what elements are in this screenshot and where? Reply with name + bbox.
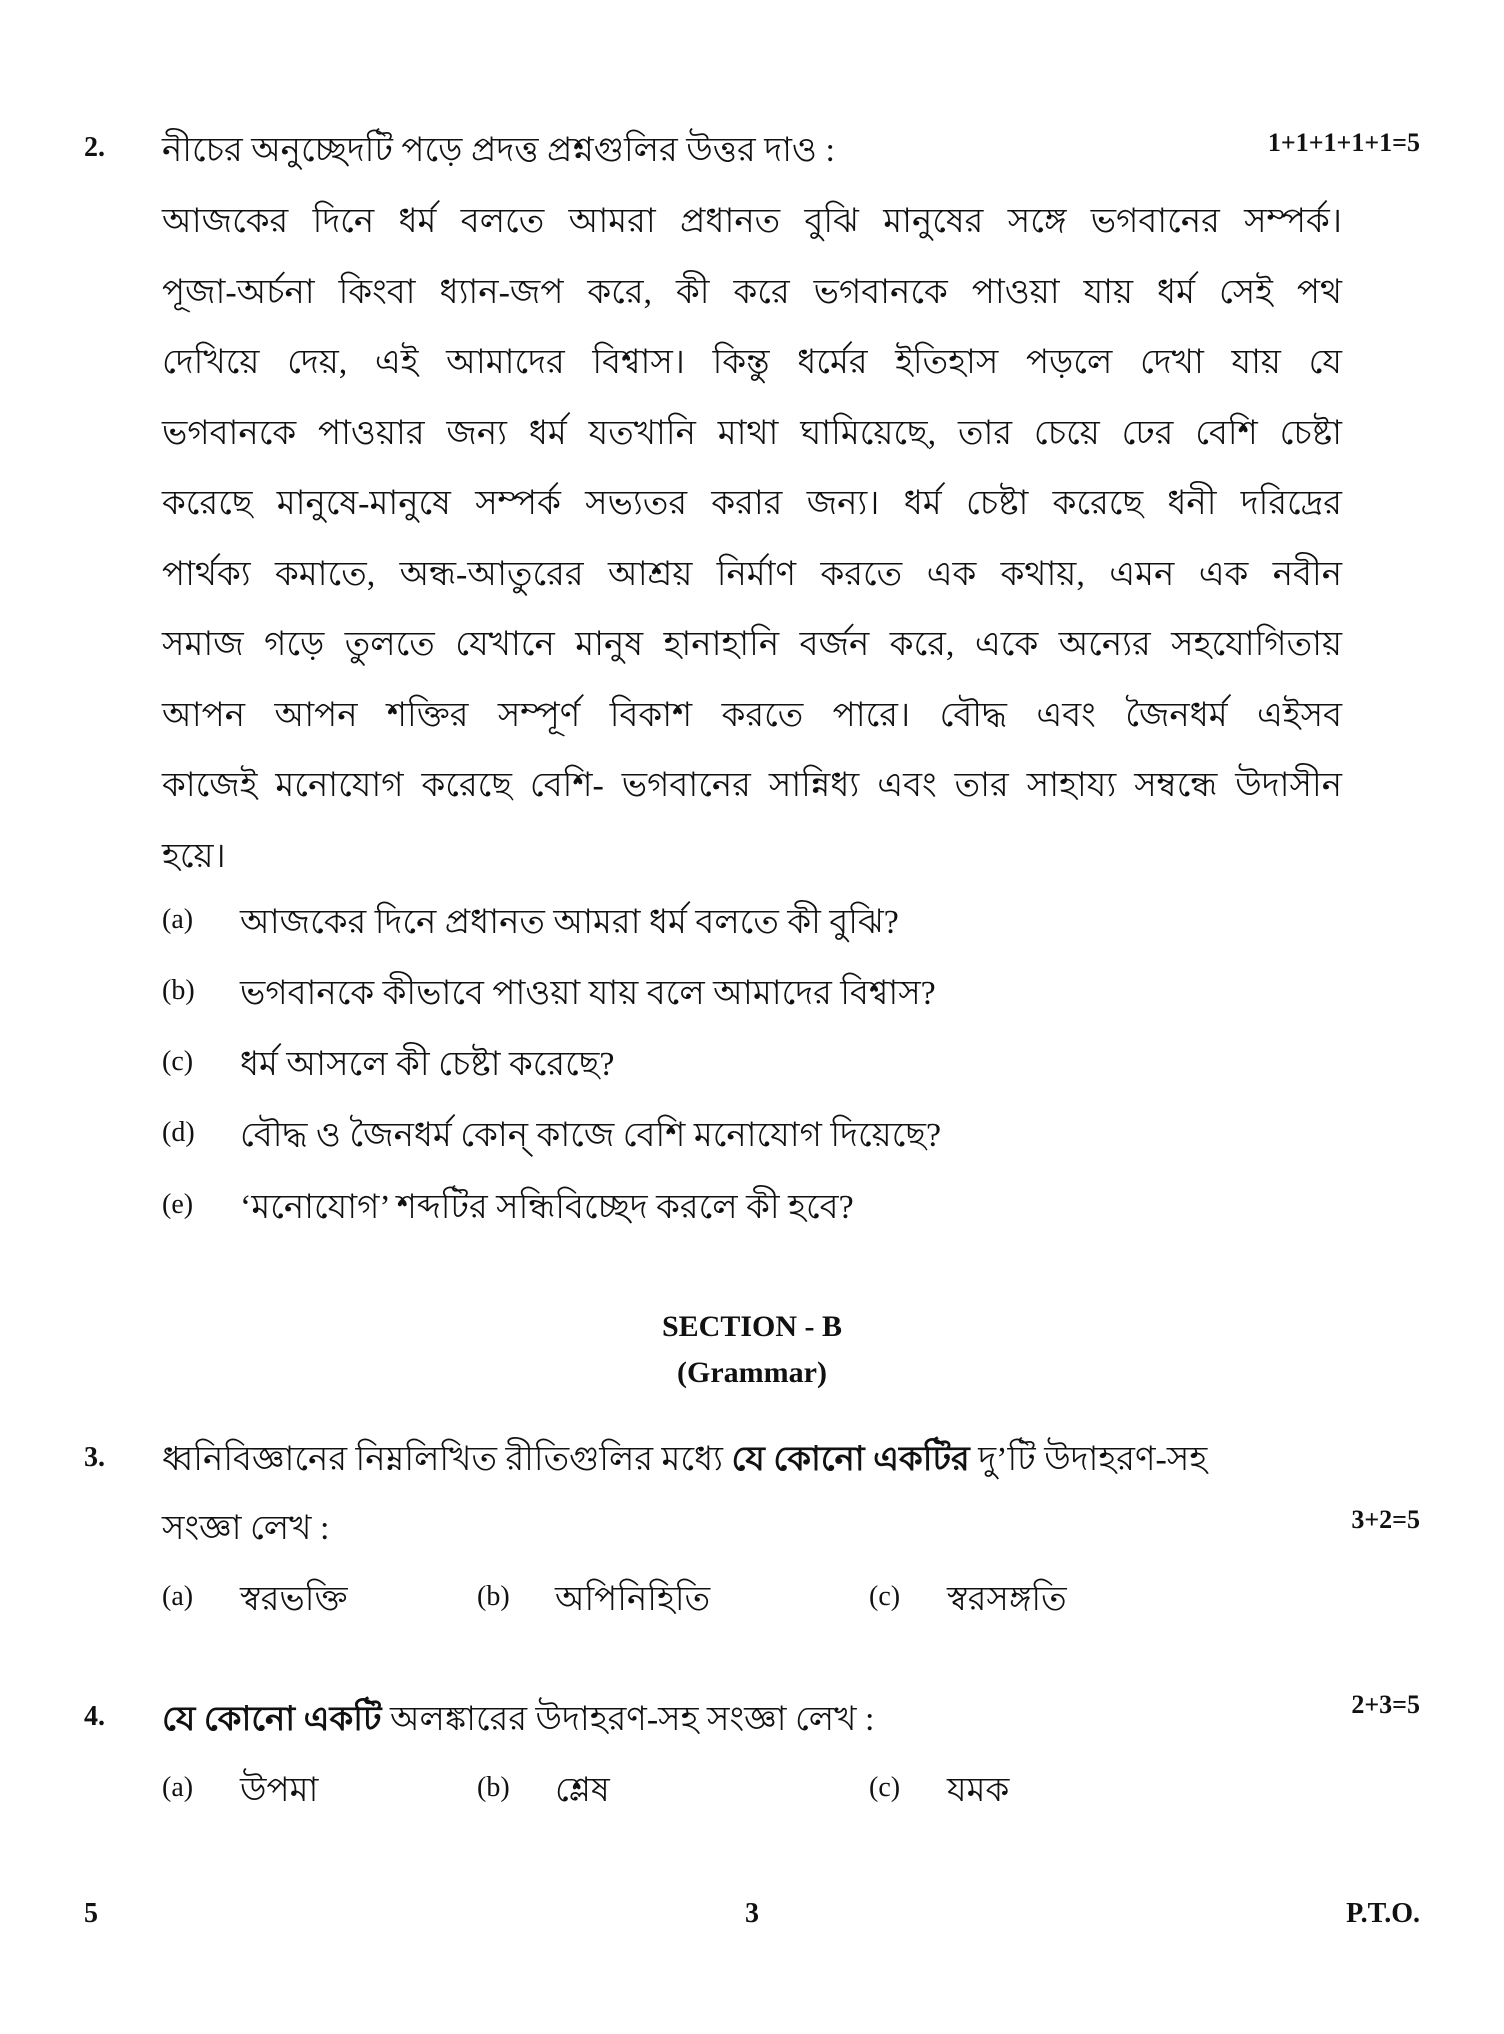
question-4-prompt bbox=[162, 1693, 874, 1750]
subquestion-text: আজকের দিনে প্রধানত আমরা ধর্ম বলতে কী বুঝি? bbox=[240, 904, 899, 941]
option-label: (a) bbox=[162, 1772, 194, 1803]
option-label: (c) bbox=[869, 1581, 901, 1612]
subquestion-label: (a) bbox=[162, 904, 194, 935]
question-3-prompt bbox=[162, 1433, 1207, 1490]
option-label: (a) bbox=[162, 1581, 194, 1612]
prompt-text: অলঙ্কারের উদাহরণ-সহ সংজ্ঞা লেখ : bbox=[381, 1701, 875, 1738]
question-2-number: 2. bbox=[84, 132, 105, 163]
passage-line: পূজা-অর্চনা কিংবা ধ্যান-জপ করে, কী করে ভগবানকে পাওয়া যায় ধর্ম সেই পথ bbox=[162, 274, 1342, 311]
passage-line: করেছে মানুষে-মানুষে সম্পর্ক সভ্যতর করার জন্য। ধর্ম চেষ্টা করেছে ধনী দরিদ্রের bbox=[162, 485, 1342, 522]
footer-code: 5 bbox=[84, 1898, 98, 1929]
passage-line: আপন আপন শক্তির সম্পূর্ণ বিকাশ করতে পারে। বৌদ্ধ এবং জৈনধর্ম এইসব bbox=[162, 697, 1342, 734]
subquestion-label: (e) bbox=[162, 1189, 194, 1220]
option-label: (b) bbox=[477, 1772, 510, 1803]
passage-line: দেখিয়ে দেয়, এই আমাদের বিশ্বাস। কিন্তু ধর্মের ইতিহাস পড়লে দেখা যায় যে bbox=[162, 344, 1342, 381]
subquestion-text: ধর্ম আসলে কী চেষ্টা করেছে? bbox=[240, 1046, 615, 1083]
prompt-text: ধ্বনিবিজ্ঞানের নিম্নলিখিত রীতিগুলির মধ্যে bbox=[162, 1441, 732, 1478]
prompt-emphasis: যে কোনো একটি bbox=[162, 1701, 382, 1738]
section-title: SECTION - B bbox=[661, 1310, 843, 1343]
subquestion-label: (b) bbox=[162, 975, 195, 1006]
option-text: স্বরভক্তি bbox=[240, 1581, 348, 1618]
question-3-marks: 3+2=5 bbox=[1351, 1505, 1420, 1534]
option-text: অপিনিহিতি bbox=[555, 1581, 711, 1618]
question-2-prompt: নীচের অনুচ্ছেদটি পড়ে প্রদত্ত প্রশ্নগুলির উত্তর দাও : bbox=[162, 132, 835, 169]
question-3-number: 3. bbox=[84, 1442, 105, 1473]
subquestion-text: ভগবানকে কীভাবে পাওয়া যায় বলে আমাদের বিশ্বাস? bbox=[240, 975, 936, 1012]
option-text: যমক bbox=[947, 1772, 1010, 1809]
subquestion-label: (c) bbox=[162, 1046, 194, 1077]
prompt-text: দু’টি উদাহরণ-সহ bbox=[969, 1441, 1208, 1478]
subquestion-label: (d) bbox=[162, 1117, 195, 1148]
subquestion-text: বৌদ্ধ ও জৈনধর্ম কোন্ কাজে বেশি মনোযোগ দিয়েছে? bbox=[240, 1117, 942, 1154]
question-3-prompt-line2: সংজ্ঞা লেখ : bbox=[162, 1510, 330, 1547]
option-label: (b) bbox=[477, 1581, 510, 1612]
page-number: 3 bbox=[745, 1898, 759, 1929]
prompt-emphasis: যে কোনো একটির bbox=[731, 1441, 970, 1478]
subquestion-text: ‘মনোযোগ’ শব্দটির সন্ধিবিচ্ছেদ করলে কী হবে? bbox=[240, 1189, 854, 1226]
pto-label: P.T.O. bbox=[1346, 1898, 1420, 1929]
passage-line: হয়ে। bbox=[162, 838, 226, 875]
option-text: শ্লেষ bbox=[555, 1772, 610, 1809]
passage-line: কাজেই মনোযোগ করেছে বেশি- ভগবানের সান্নিধ্য এবং তার সাহায্য সম্বন্ধে উদাসীন bbox=[162, 767, 1342, 804]
question-2-marks: 1+1+1+1+1=5 bbox=[1267, 128, 1420, 157]
question-4-marks: 2+3=5 bbox=[1351, 1690, 1420, 1719]
passage-line: সমাজ গড়ে তুলতে যেখানে মানুষ হানাহানি বর্জন করে, একে অন্যের সহযোগিতায় bbox=[162, 626, 1342, 663]
option-text: স্বরসঙ্গতি bbox=[947, 1581, 1067, 1618]
section-subtitle: (Grammar) bbox=[677, 1356, 827, 1389]
question-4-number: 4. bbox=[84, 1701, 105, 1732]
passage-line: আজকের দিনে ধর্ম বলতে আমরা প্রধানত বুঝি মানুষের সঙ্গে ভগবানের সম্পর্ক। bbox=[162, 203, 1342, 240]
passage-line: ভগবানকে পাওয়ার জন্য ধর্ম যতখানি মাথা ঘামিয়েছে, তার চেয়ে ঢের বেশি চেষ্টা bbox=[162, 415, 1342, 452]
option-text: উপমা bbox=[240, 1772, 319, 1809]
passage-line: পার্থক্য কমাতে, অন্ধ-আতুরের আশ্রয় নির্মাণ করতে এক কথায়, এমন এক নবীন bbox=[162, 556, 1342, 593]
option-label: (c) bbox=[869, 1772, 901, 1803]
